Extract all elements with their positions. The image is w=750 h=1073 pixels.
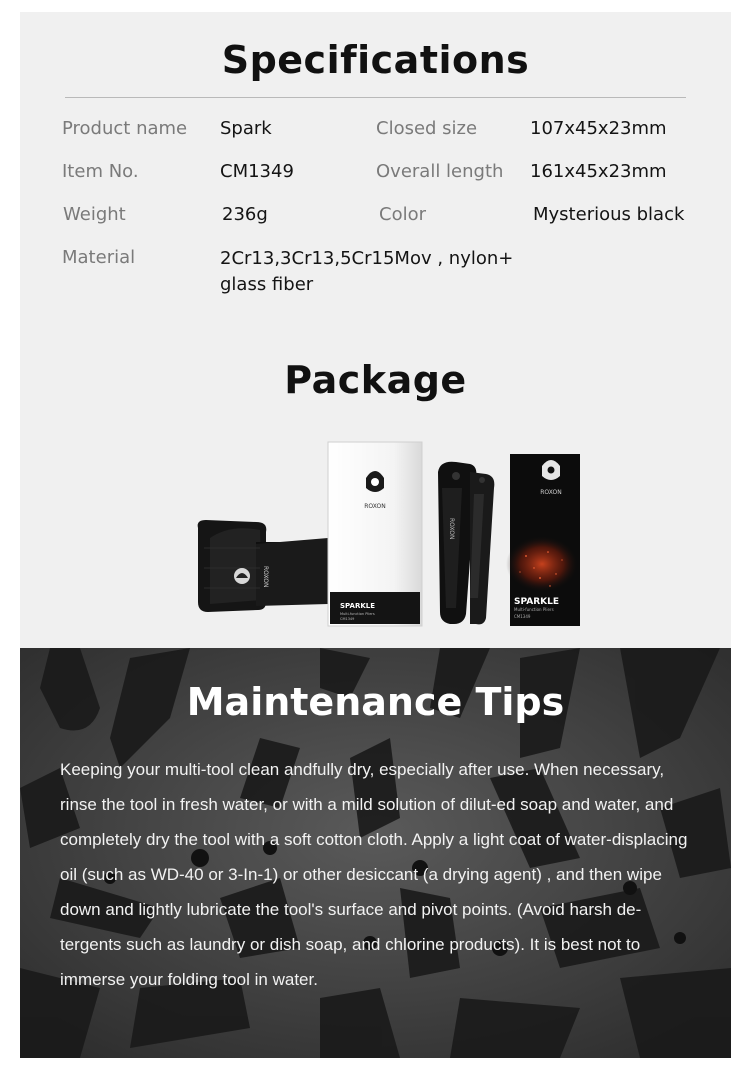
spec-label-material: Material xyxy=(62,247,136,268)
black-box-subtitle: Multi-function Pliers xyxy=(514,607,554,612)
package-title: Package xyxy=(284,358,467,402)
spec-value-item-no: CM1349 xyxy=(220,161,294,182)
spec-value-product-name: Spark xyxy=(220,118,272,139)
black-box-brand: ROXON xyxy=(540,489,562,496)
spec-label-item-no: Item No. xyxy=(62,161,139,182)
spec-value-overall-length: 161x45x23mm xyxy=(530,161,667,182)
maintenance-section xyxy=(20,648,731,1058)
spec-value-color: Mysterious black xyxy=(533,204,685,225)
spec-value-closed-size: 107x45x23mm xyxy=(530,118,667,139)
multitool-brand-text: ROXON xyxy=(448,518,455,540)
multitool-graphic xyxy=(438,462,494,625)
spec-value-weight: 236g xyxy=(222,204,268,225)
spec-label-overall-length: Overall length xyxy=(376,161,504,182)
black-box-graphic xyxy=(506,454,580,626)
spec-label-closed-size: Closed size xyxy=(376,118,478,139)
white-box-label: SPARKLE xyxy=(340,602,376,610)
maintenance-title: Maintenance Tips xyxy=(186,680,565,724)
package-contents-image xyxy=(170,428,580,633)
spec-label-color: Color xyxy=(379,204,426,225)
spec-label-product-name: Product name xyxy=(62,118,188,139)
white-box-code: CM1349 xyxy=(340,617,355,621)
white-box-graphic xyxy=(328,442,422,626)
black-box-code: CM1349 xyxy=(514,614,531,619)
maintenance-body-text: Keeping your multi-tool clean andfully dry, especially after use. When necessary, rinse the tool in fresh water, or with a mild solution of dilut-ed soap and water, and completely dry the tool with a soft cotton cloth. Apply a light coat of water-displacing oil (such as WD-40 or 3-In-1) or other desiccant (a drying agent) , and then wipe down and lightly lubricate the tool's surface and pivot points. (Avoid harsh de-tergents such as laundry or dish soap, and chlorine products). It is best not to immerse your folding tool in water. xyxy=(60,760,688,989)
pouch-graphic xyxy=(198,520,328,612)
spec-label-weight: Weight xyxy=(63,204,126,225)
divider xyxy=(65,97,686,98)
specifications-section xyxy=(20,12,731,648)
white-box-subtitle: Multi-function Pliers xyxy=(340,612,375,616)
pouch-brand-text: ROXON xyxy=(262,566,269,588)
white-box-brand: ROXON xyxy=(364,503,386,510)
black-box-label: SPARKLE xyxy=(514,597,560,607)
specifications-title: Specifications xyxy=(221,38,530,82)
spec-value-material: 2Cr13,3Cr13,5Cr15Mov , nylon+ glass fiber xyxy=(220,248,514,295)
